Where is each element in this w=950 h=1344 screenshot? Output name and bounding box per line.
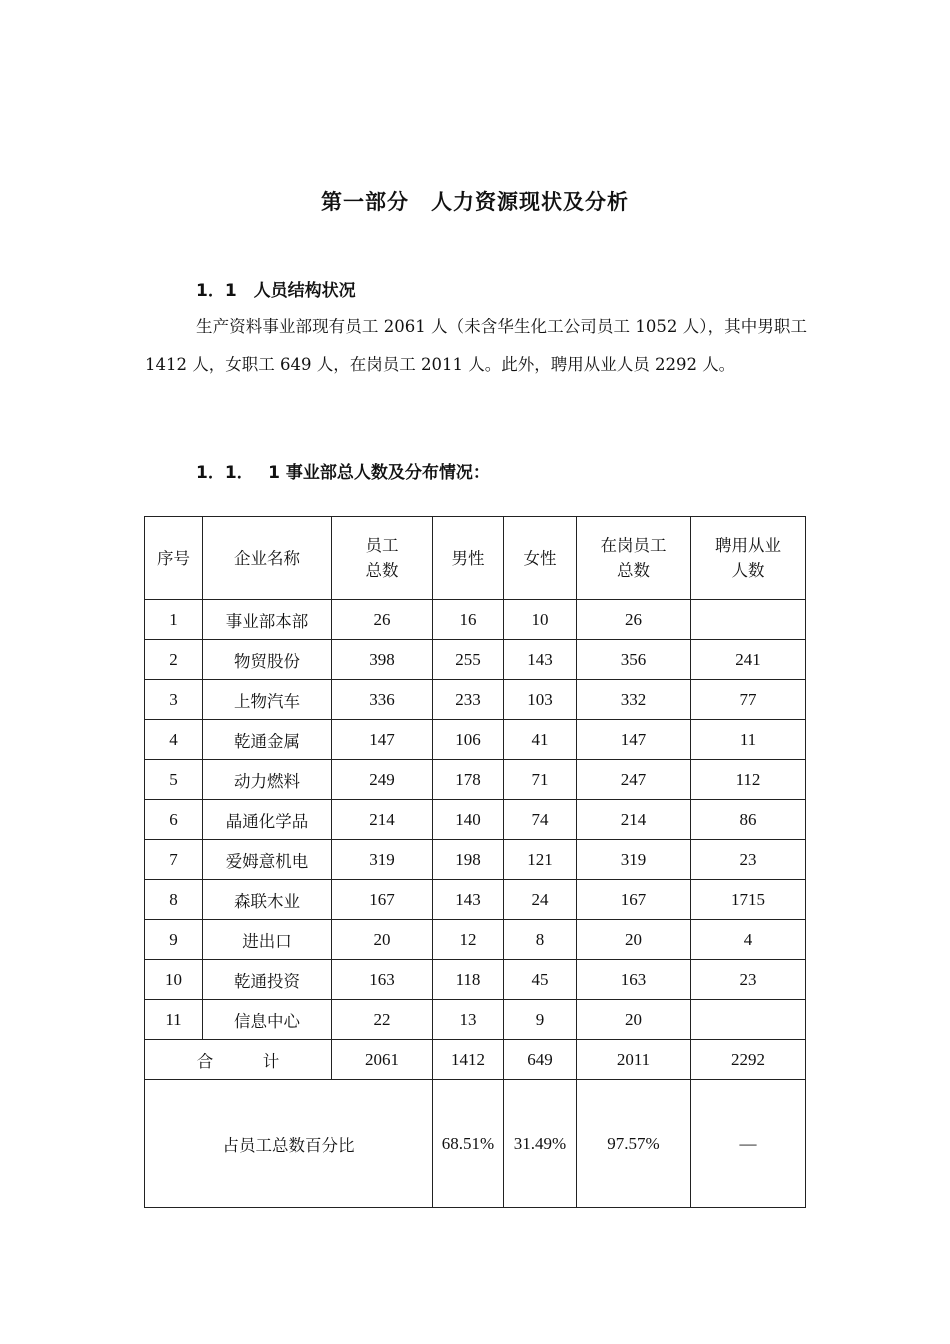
- total-value: 1412: [433, 1040, 504, 1080]
- table-cell: [691, 600, 806, 640]
- table-cell: 1715: [691, 880, 806, 920]
- table-cell: 77: [691, 680, 806, 720]
- table-cell: 356: [577, 640, 691, 680]
- table-row: [145, 840, 806, 880]
- table-row: [145, 880, 806, 920]
- table-cell: 332: [577, 680, 691, 720]
- table-cell: 103: [504, 680, 577, 720]
- table-cell: 112: [691, 760, 806, 800]
- table-cell: 319: [577, 840, 691, 880]
- company-name-cell: 进出口: [203, 920, 332, 960]
- table-cell: 11: [145, 1000, 203, 1040]
- table-row: [145, 640, 806, 680]
- table-cell: 45: [504, 960, 577, 1000]
- section-heading: 1．1 人员结构状况: [196, 281, 356, 301]
- table-cell: 7: [145, 840, 203, 880]
- header-cell: 女性: [504, 517, 577, 600]
- total-value: 2292: [691, 1040, 806, 1080]
- total-value: 2061: [332, 1040, 433, 1080]
- company-name-cell: 上物汽车: [203, 680, 332, 720]
- table-cell: 233: [433, 680, 504, 720]
- table-row: [145, 920, 806, 960]
- company-name-cell: 乾通投资: [203, 960, 332, 1000]
- table-cell: 143: [433, 880, 504, 920]
- table-cell: 23: [691, 840, 806, 880]
- table-cell: 12: [433, 920, 504, 960]
- table-cell: 16: [433, 600, 504, 640]
- company-name-cell: 乾通金属: [203, 720, 332, 760]
- header-cell: 在岗员工 总数: [577, 517, 691, 600]
- table-cell: 20: [332, 920, 433, 960]
- table-cell: 336: [332, 680, 433, 720]
- table-cell: 214: [577, 800, 691, 840]
- percentage-value: 31.49%: [504, 1080, 577, 1208]
- header-cell: 序号: [145, 517, 203, 600]
- table-cell: 11: [691, 720, 806, 760]
- table-cell: 214: [332, 800, 433, 840]
- header-cell: 企业名称: [203, 517, 332, 600]
- percentage-value: —: [691, 1080, 806, 1208]
- table-cell: 118: [433, 960, 504, 1000]
- company-name-cell: 信息中心: [203, 1000, 332, 1040]
- table-cell: 2: [145, 640, 203, 680]
- table-cell: 23: [691, 960, 806, 1000]
- table-row: [145, 720, 806, 760]
- table-cell: 9: [145, 920, 203, 960]
- table-cell: 4: [691, 920, 806, 960]
- table-cell: 106: [433, 720, 504, 760]
- company-name-cell: 物贸股份: [203, 640, 332, 680]
- percentage-value: 97.57%: [577, 1080, 691, 1208]
- table-cell: 1: [145, 600, 203, 640]
- table-cell: 249: [332, 760, 433, 800]
- table-cell: 10: [145, 960, 203, 1000]
- percentage-row: [145, 1080, 806, 1208]
- table-cell: 9: [504, 1000, 577, 1040]
- table-cell: 41: [504, 720, 577, 760]
- table-cell: 167: [332, 880, 433, 920]
- table-cell: 255: [433, 640, 504, 680]
- table-cell: 74: [504, 800, 577, 840]
- table-row: [145, 760, 806, 800]
- table-cell: 198: [433, 840, 504, 880]
- total-row: [145, 1040, 806, 1080]
- table-cell: 4: [145, 720, 203, 760]
- table-cell: 398: [332, 640, 433, 680]
- table-cell: 140: [433, 800, 504, 840]
- table-row: [145, 960, 806, 1000]
- table-header-row: [145, 517, 806, 600]
- table-cell: 8: [504, 920, 577, 960]
- total-label: 合 计: [145, 1040, 332, 1080]
- table-cell: 10: [504, 600, 577, 640]
- table-cell: 26: [577, 600, 691, 640]
- table-cell: 147: [332, 720, 433, 760]
- company-name-cell: 森联木业: [203, 880, 332, 920]
- company-name-cell: 爱姆意机电: [203, 840, 332, 880]
- table-cell: 247: [577, 760, 691, 800]
- company-name-cell: 晶通化学品: [203, 800, 332, 840]
- staff-distribution-table: [144, 516, 806, 1208]
- table-cell: 147: [577, 720, 691, 760]
- table-cell: 3: [145, 680, 203, 720]
- company-name-cell: 动力燃料: [203, 760, 332, 800]
- header-cell: 男性: [433, 517, 504, 600]
- table-cell: 24: [504, 880, 577, 920]
- total-value: 649: [504, 1040, 577, 1080]
- page-title: 第一部分 人力资源现状及分析: [321, 190, 629, 214]
- table-cell: 13: [433, 1000, 504, 1040]
- percentage-value: 68.51%: [433, 1080, 504, 1208]
- table-row: [145, 600, 806, 640]
- table-row: [145, 680, 806, 720]
- table-cell: 20: [577, 1000, 691, 1040]
- table-cell: 163: [577, 960, 691, 1000]
- table-cell: 121: [504, 840, 577, 880]
- table-cell: [691, 1000, 806, 1040]
- table-cell: 8: [145, 880, 203, 920]
- table-row: [145, 1000, 806, 1040]
- table-cell: 20: [577, 920, 691, 960]
- table-cell: 86: [691, 800, 806, 840]
- table-cell: 22: [332, 1000, 433, 1040]
- table-cell: 178: [433, 760, 504, 800]
- header-cell: 员工 总数: [332, 517, 433, 600]
- table-cell: 241: [691, 640, 806, 680]
- table-cell: 163: [332, 960, 433, 1000]
- subsection-heading: 1．1． 1 事业部总人数及分布情况：: [196, 463, 490, 483]
- table-cell: 143: [504, 640, 577, 680]
- table-cell: 167: [577, 880, 691, 920]
- table-cell: 5: [145, 760, 203, 800]
- table-cell: 6: [145, 800, 203, 840]
- table-row: [145, 800, 806, 840]
- company-name-cell: 事业部本部: [203, 600, 332, 640]
- table-cell: 26: [332, 600, 433, 640]
- table-cell: 71: [504, 760, 577, 800]
- percentage-label: 占员工总数百分比: [145, 1080, 433, 1208]
- header-cell: 聘用从业 人数: [691, 517, 806, 600]
- table-cell: 319: [332, 840, 433, 880]
- section-paragraph: 生产资料事业部现有员工 2061 人（未含华生化工公司员工 1052 人），其中男职工 1412 人，女职工 649 人，在岗员工 2011 人。此外，聘用从业人员 2292 人。: [145, 317, 807, 374]
- total-value: 2011: [577, 1040, 691, 1080]
